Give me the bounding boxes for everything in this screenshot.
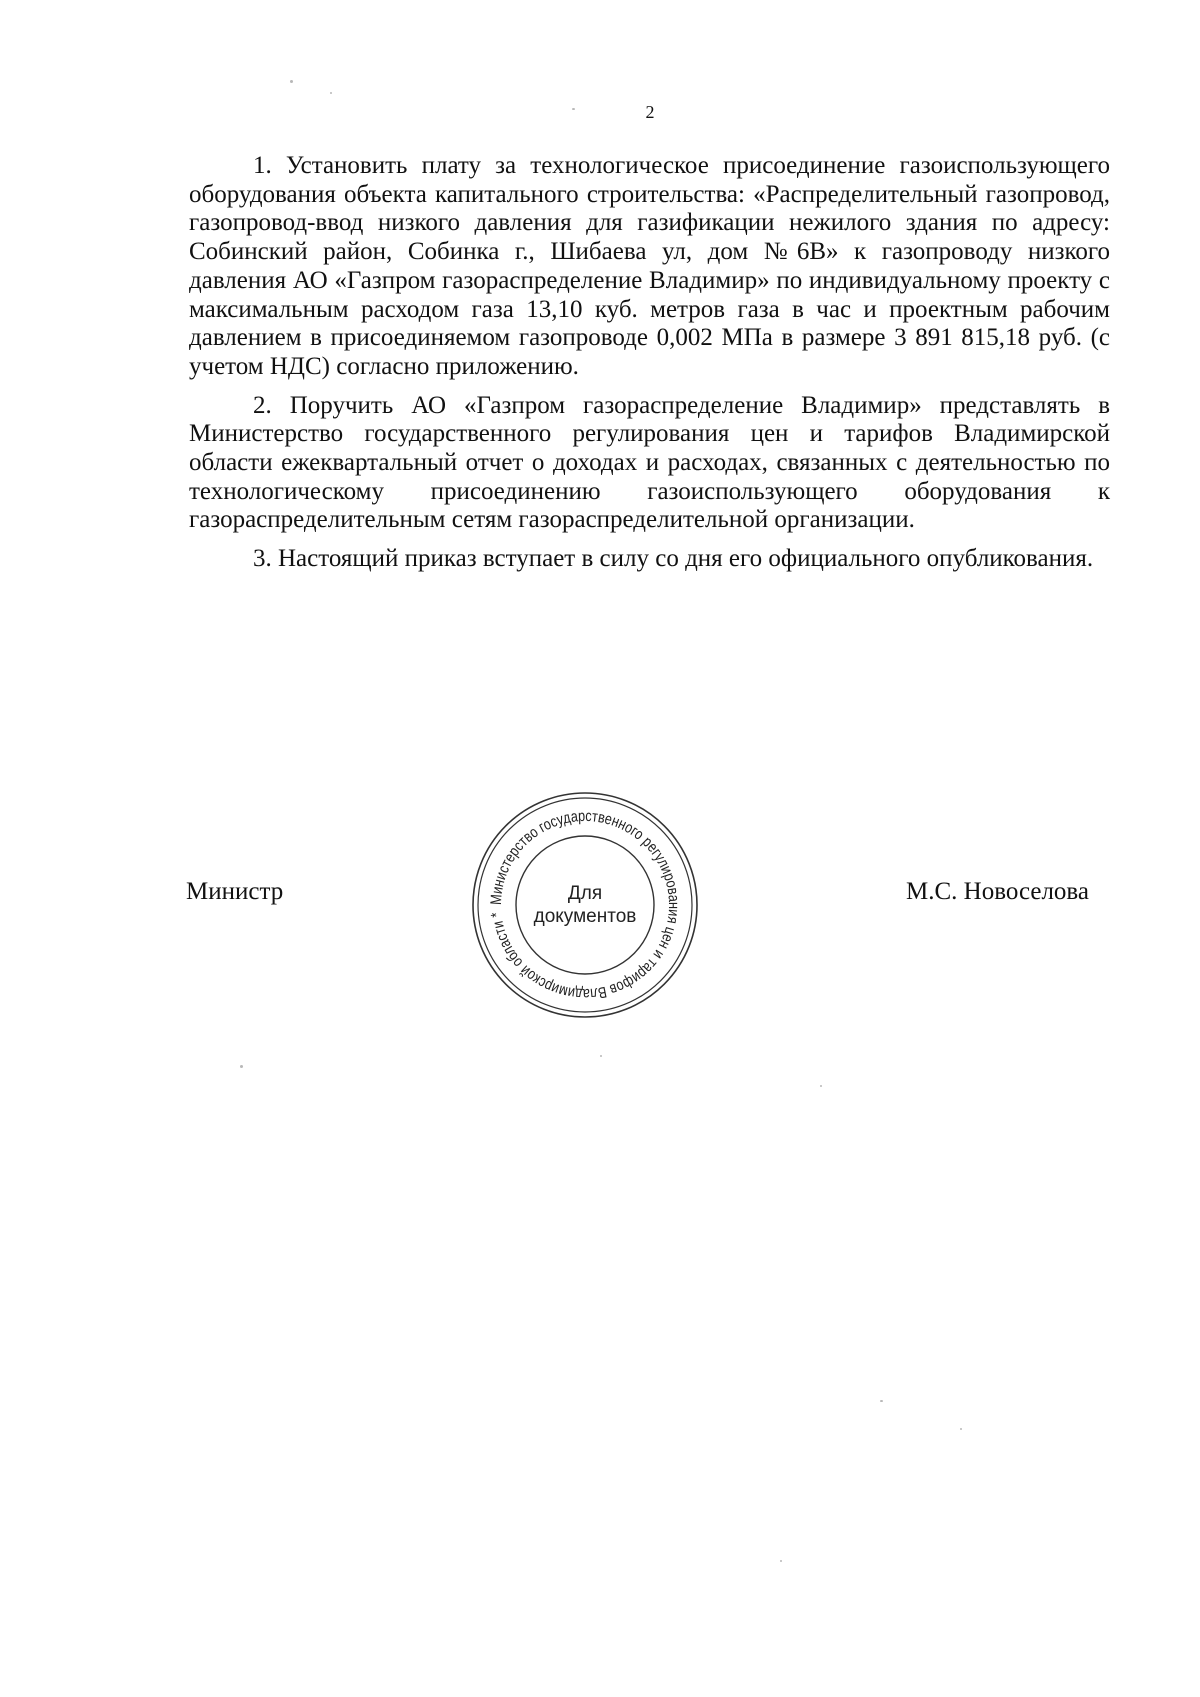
- signatory-title: Министр: [186, 878, 284, 905]
- stamp-ring-text: Министерство государственного регулирования цен и тарифов Владимирской области *: [487, 807, 683, 1003]
- document-body: [189, 152, 1110, 574]
- scan-speck: [820, 1085, 822, 1087]
- scan-speck: [290, 80, 293, 83]
- stamp-center-line2: документов: [533, 906, 637, 927]
- official-stamp: [470, 790, 700, 1020]
- scan-speck: [960, 1428, 962, 1430]
- paragraph-2: 2. Поручить АО «Газпром газораспределение Владимир» представлять в Министерство государственного регулирования цен и тарифов Владимирской области ежеквартальный отчет о доходах и расходах, связанных с деятельностью по технологическому присоединению газоиспользующего оборудования к газораспределительным сетям газораспределительной организации.: [189, 391, 1110, 534]
- page-number: 2: [645, 102, 655, 122]
- scan-speck: [600, 1055, 602, 1057]
- scan-speck: [880, 1400, 883, 1402]
- signatory-name: М.С. Новоселова: [906, 878, 1090, 905]
- paragraph-3: 3. Настоящий приказ вступает в силу со дня его официального опубликования.: [253, 545, 1094, 573]
- scan-speck: [780, 1560, 782, 1562]
- scan-speck: [330, 92, 332, 94]
- scan-speck: [240, 1065, 243, 1068]
- paragraph-1: 1. Установить плату за технологическое присоединение газоиспользующего оборудования объекта капитального строительства: «Распределительный газопровод, газопровод-ввод низкого давления для газификации нежилого здания по адресу: Собинский район, Собинка г., Шибаева ул, дом №6В» к газопроводу низкого давления АО «Газпром газораспределение Владимир» по индивидуальному проекту с максимальным расходом газа 13,10 куб. метров газа в час и проектным рабочим давлением в присоединяемом газопроводе 0,002 МПа в размере 3 891 815,18 руб. (с учетом НДС) согласно приложению.: [189, 152, 1110, 380]
- scan-speck: [572, 108, 575, 110]
- stamp-center-line1: Для: [567, 883, 603, 904]
